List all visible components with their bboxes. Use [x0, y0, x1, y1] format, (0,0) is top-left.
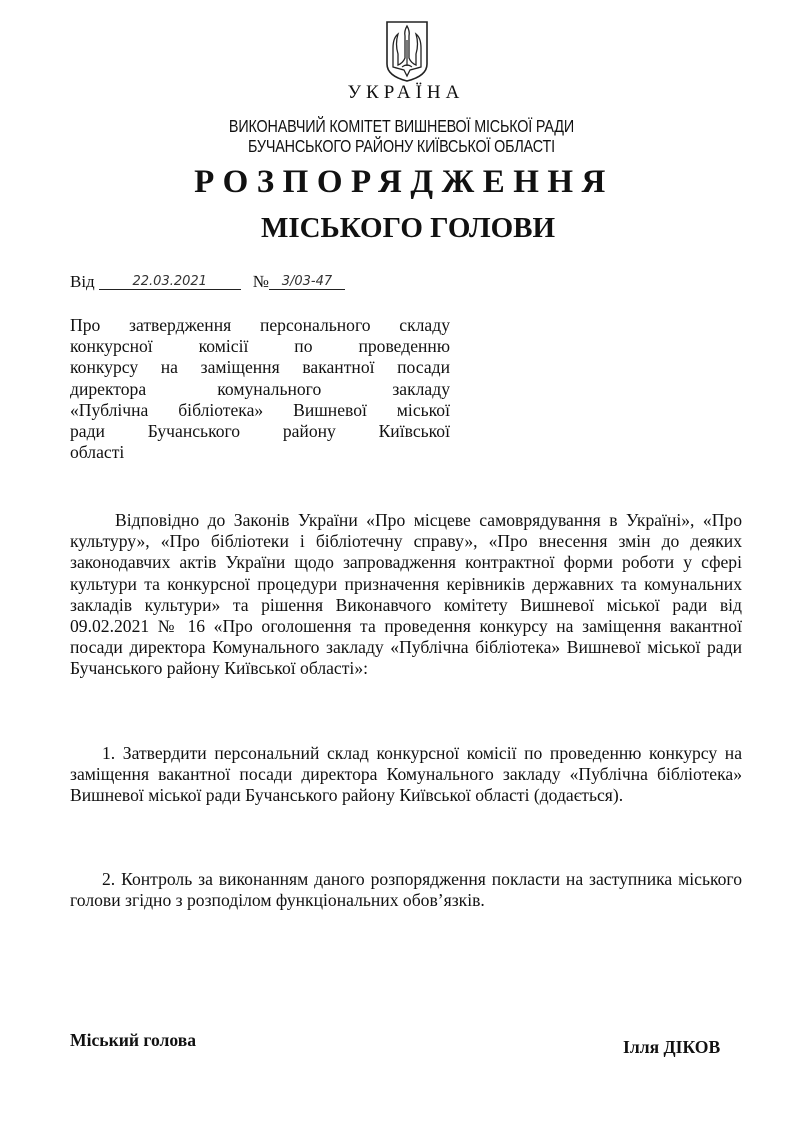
- date-label: Від: [70, 272, 95, 291]
- subject-line: директора комунального закладу: [70, 378, 450, 399]
- date-value: 22.03.2021: [99, 274, 241, 290]
- document-subtitle: МІСЬКОГО ГОЛОВИ: [260, 212, 556, 244]
- signatory-name: Ілля ДІКОВ: [623, 1037, 721, 1057]
- country-name: УКРАЇНА: [347, 82, 465, 103]
- number-label: №: [252, 272, 269, 291]
- subject-line: конкурсної комісії по проведенню: [70, 336, 450, 357]
- org-name-line-2: БУЧАНСЬКОГО РАЙОНУ КИЇВСЬКОЇ ОБЛАСТІ: [247, 136, 555, 156]
- order-item-1: [70, 743, 742, 807]
- number-value: 3/03-47: [269, 274, 345, 290]
- org-name-line-1: ВИКОНАВЧИЙ КОМІТЕТ ВИШНЕВОЇ МІСЬКОЇ РАДИ: [228, 116, 574, 136]
- subject-line: конкурсу на заміщення вакантної посади: [70, 357, 450, 378]
- subject-block: [70, 315, 450, 463]
- order-item-1-text: 1. Затвердити персональний склад конкурсної комісії по проведенню конкурсу на заміщення вакантної посади директора Комунального закладу «Публічна бібліотека» Вишневої міської ради Бучанського району Київської області (додається).: [70, 743, 742, 806]
- preamble-text: Відповідно до Законів України «Про місцеве самоврядування в Україні», «Про культуру», «Про бібліотеки і бібліотечну справу», «Про внесення змін до деяких законодавчих актів України щодо запровадження контрактної форми роботи у сфері культури та конкурсної процедури призначення керівників державних та комунальних закладів культури» та рішення Виконавчого комітету Вишневої міської ради від 09.02.2021 № 16 «Про оголошення та проведення конкурсу на заміщення вакантної посади директора Комунального закладу «Публічна бібліотека» Вишневої міської ради Бучанського району Київської області»:: [70, 510, 742, 679]
- preamble-paragraph: [70, 510, 742, 680]
- subject-line: Про затвердження персонального складу: [70, 315, 450, 335]
- subject-line: ради Бучанського району Київської: [70, 421, 450, 442]
- subject-line: області: [70, 442, 125, 463]
- order-item-2: [70, 869, 742, 911]
- subject-line: «Публічна бібліотека» Вишневої міської: [70, 399, 450, 420]
- order-item-2-text: 2. Контроль за виконанням даного розпорядження покласти на заступника міського голови згідно з розподілом функціональних обов’язків.: [70, 869, 742, 911]
- signatory-title: Міський голова: [70, 1030, 197, 1050]
- trident-emblem-icon: [383, 18, 431, 84]
- date-number-line: [70, 272, 345, 292]
- document-type-title: РОЗПОРЯДЖЕННЯ: [194, 164, 614, 200]
